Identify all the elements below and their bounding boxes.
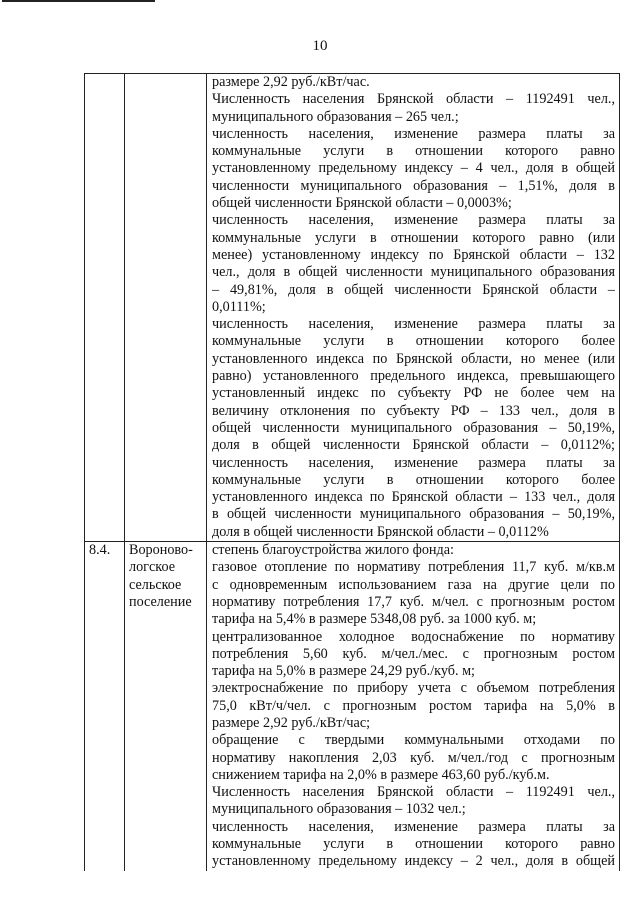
- municipality-name-cell: [125, 74, 207, 542]
- description-line: чел., доля в общей численности муниципального образования: [212, 264, 615, 281]
- description-line: доля в общей численности Брянской области – 0,0112%: [212, 523, 549, 540]
- description-line: нормативу накопления 2,03 куб. м/чел./год с прогнозным: [212, 749, 615, 766]
- description-line: численность населения, изменение размера платы за: [212, 125, 615, 142]
- description-line: муниципального образования – 265 чел.;: [212, 108, 459, 125]
- description-line: установленного индекса по Брянской области, но менее (или: [212, 350, 615, 367]
- description-line: электроснабжение по прибору учета с объемом потребления: [212, 680, 615, 697]
- description-line: муниципального образования – 1032 чел.;: [212, 801, 466, 818]
- description-line: численность населения, изменение размера платы за: [212, 818, 615, 835]
- description-line: коммунальные услуги в отношении которого равно (или: [212, 229, 615, 246]
- row-number-cell: 8.4.: [85, 542, 125, 871]
- description-line: установленному предельному индексу – 2 чел., доля в общей: [212, 853, 615, 870]
- description-line: в общей численности муниципального образования – 50,19%,: [212, 506, 615, 523]
- description-line: величину отклонения по субъекту РФ – 133 чел., доля в: [212, 402, 615, 419]
- description-line: нормативу потребления 17,7 куб. м/чел. с прогнозным ростом: [212, 593, 615, 610]
- description-line: установленного индекса по Брянской области – 133 чел., доля: [212, 489, 615, 506]
- municipality-name-line: Вороново-: [129, 542, 193, 559]
- description-line: коммунальные услуги в отношении которого равно: [212, 143, 615, 160]
- description-line: установленному предельному индексу – 4 чел., доля в общей: [212, 160, 615, 177]
- description-line: тарифа на 5,4% в размере 5348,08 руб. за 1000 куб. м;: [212, 611, 537, 628]
- description-line: коммунальные услуги в отношении которого равно: [212, 836, 615, 853]
- municipality-name-line: сельское: [129, 576, 182, 593]
- description-line: 75,0 кВт/ч/чел. с прогнозным ростом тарифа на 5,0% в: [212, 697, 615, 714]
- municipality-name-line: логское: [129, 559, 176, 576]
- description-line: степень благоустройства жилого фонда:: [212, 542, 454, 559]
- document-table: [84, 73, 620, 871]
- description-line: потребления 5,60 куб. м/чел./мес. с прогнозным ростом: [212, 645, 615, 662]
- description-line: – 49,81%, доля в общей численности Брянской области –: [212, 281, 615, 298]
- description-line: коммунальные услуги в отношении которого более: [212, 333, 615, 350]
- page-number: 10: [312, 38, 328, 54]
- description-line: размере 2,92 руб./кВт/час.: [212, 74, 370, 90]
- description-line: установленный индекс по субъекту РФ не более чем на: [212, 385, 615, 402]
- description-line: 0,0111%;: [212, 298, 266, 315]
- description-line: общей численности муниципального образования – 50,19%,: [212, 419, 615, 436]
- description-line: Численность населения Брянской области – 1192491 чел.,: [212, 91, 615, 108]
- row-number-cell: [85, 74, 125, 542]
- description-line: тарифа на 5,0% в размере 24,29 руб./куб. м;: [212, 663, 476, 680]
- municipality-name-cell: [125, 542, 207, 871]
- description-line: централизованное холодное водоснабжение по нормативу: [212, 628, 615, 645]
- description-line: равно) установленного предельного индекса, превышающего: [212, 368, 615, 385]
- description-line: размере 2,92 руб./кВт/час;: [212, 714, 371, 731]
- description-line: доля в общей численности Брянской области – 0,0112%;: [212, 437, 615, 454]
- description-line: обращение с твердыми коммунальными отходами по: [212, 732, 615, 749]
- description-line: газовое отопление по нормативу потребления 11,7 куб. м/кв.м: [212, 559, 615, 576]
- table-row: [85, 542, 620, 871]
- description-cell: [207, 74, 620, 542]
- table-row: [85, 74, 620, 542]
- description-line: менее) установленному индексу по Брянской области – 132: [212, 246, 615, 263]
- top-rule: [2, 0, 155, 2]
- description-line: Численность населения Брянской области – 1192491 чел.,: [212, 784, 615, 801]
- description-line: численности муниципального образования – 1,51%, доля в: [212, 177, 615, 194]
- description-line: численность населения, изменение размера платы за: [212, 316, 615, 333]
- description-line: общей численности Брянской области – 0,0003%;: [212, 195, 512, 212]
- description-line: численность населения, изменение размера платы за: [212, 212, 615, 229]
- description-line: численность населения, изменение размера платы за: [212, 454, 615, 471]
- description-line: снижением тарифа на 2,0% в размере 463,60 руб./куб.м.: [212, 766, 550, 783]
- description-line: коммунальные услуги в отношении которого более: [212, 471, 615, 488]
- municipality-name-line: поселение: [129, 593, 192, 610]
- description-cell: [207, 542, 620, 871]
- description-line: с одновременным использованием газа на другие цели по: [212, 576, 615, 593]
